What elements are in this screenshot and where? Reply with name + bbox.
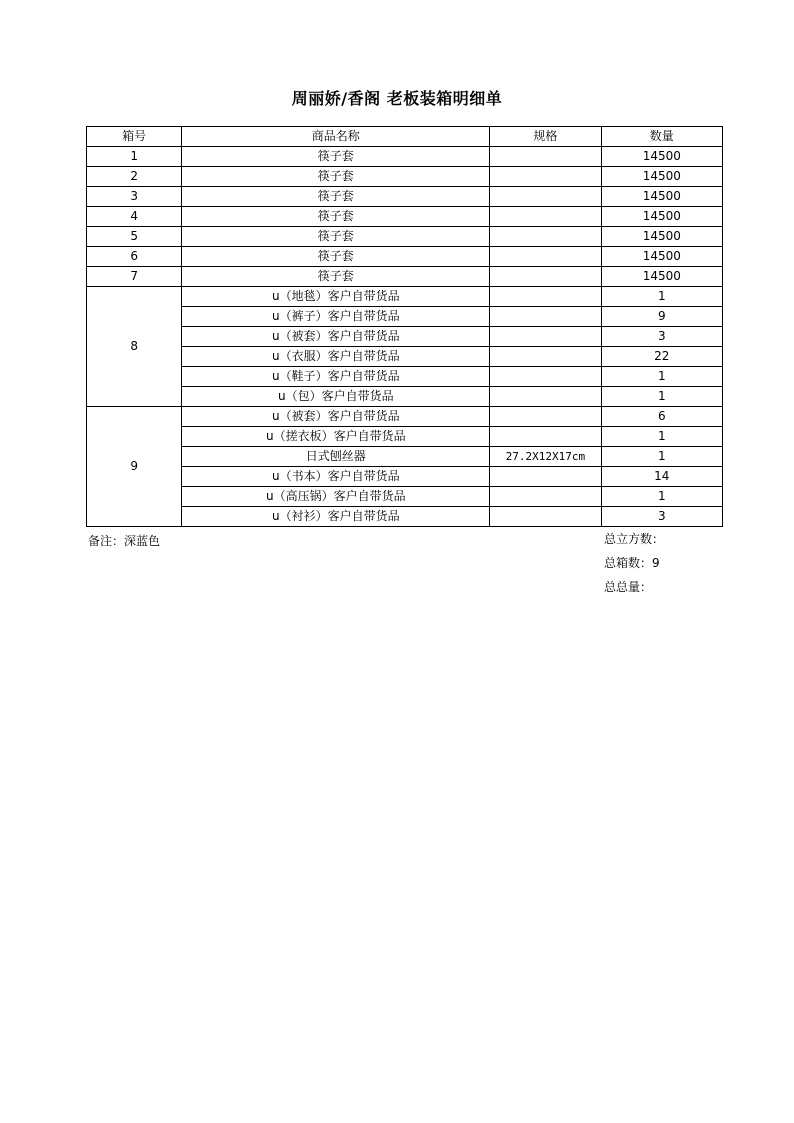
- spec-cell: [490, 167, 601, 187]
- table-row: [87, 247, 723, 267]
- box-number-cell: 4: [87, 207, 182, 227]
- box-number-cell: 5: [87, 227, 182, 247]
- table-row: [87, 227, 723, 247]
- spec-cell: [490, 147, 601, 167]
- quantity-cell: 14500: [601, 167, 722, 187]
- quantity-cell: 1: [601, 447, 722, 467]
- quantity-cell: 1: [601, 427, 722, 447]
- table-row: [87, 327, 723, 347]
- box-number-cell: 3: [87, 187, 182, 207]
- document-title: 周丽娇/香阁 老板装箱明细单: [291, 89, 503, 108]
- product-name-cell: 筷子套: [182, 207, 490, 227]
- spec-cell: [490, 267, 601, 287]
- spec-cell: [490, 467, 601, 487]
- table-row: [87, 447, 723, 467]
- header-quantity: 数量: [601, 127, 722, 147]
- quantity-cell: 14500: [601, 227, 722, 247]
- remark-note: 备注：深蓝色: [88, 534, 161, 548]
- table-row: [87, 267, 723, 287]
- table-row: [87, 287, 723, 307]
- product-name-cell: 筷子套: [182, 147, 490, 167]
- header-spec: 规格: [490, 127, 601, 147]
- quantity-cell: 14500: [601, 147, 722, 167]
- quantity-cell: 14500: [601, 207, 722, 227]
- quantity-cell: 22: [601, 347, 722, 367]
- quantity-cell: 1: [601, 287, 722, 307]
- table-row: [87, 367, 723, 387]
- product-name-cell: u（高压锅）客户自带货品: [182, 487, 490, 507]
- quantity-cell: 6: [601, 407, 722, 427]
- spec-cell: [490, 307, 601, 327]
- packing-list-table: [86, 126, 723, 527]
- quantity-cell: 14: [601, 467, 722, 487]
- spec-cell: [490, 247, 601, 267]
- table-row: [87, 467, 723, 487]
- quantity-cell: 9: [601, 307, 722, 327]
- spec-cell: [490, 187, 601, 207]
- product-name-cell: u（裤子）客户自带货品: [182, 307, 490, 327]
- product-name-cell: u（衣服）客户自带货品: [182, 347, 490, 367]
- table-row: [87, 147, 723, 167]
- product-name-cell: u（被套）客户自带货品: [182, 327, 490, 347]
- table-row: [87, 167, 723, 187]
- quantity-cell: 1: [601, 487, 722, 507]
- total-boxes-label: 总箱数：9: [604, 556, 660, 570]
- table-row: [87, 487, 723, 507]
- table-row: [87, 387, 723, 407]
- spec-cell: [490, 207, 601, 227]
- product-name-cell: u（被套）客户自带货品: [182, 407, 490, 427]
- product-name-cell: u（衬衫）客户自带货品: [182, 507, 490, 527]
- quantity-cell: 1: [601, 367, 722, 387]
- header-product-name: 商品名称: [182, 127, 490, 147]
- product-name-cell: 筷子套: [182, 267, 490, 287]
- spec-cell: [490, 347, 601, 367]
- spec-cell: 27.2X12X17cm: [490, 447, 601, 467]
- product-name-cell: u（搓衣板）客户自带货品: [182, 427, 490, 447]
- product-name-cell: 筷子套: [182, 227, 490, 247]
- product-name-cell: 筷子套: [182, 187, 490, 207]
- quantity-cell: 14500: [601, 247, 722, 267]
- spec-cell: [490, 507, 601, 527]
- spec-cell: [490, 227, 601, 247]
- spec-cell: [490, 387, 601, 407]
- product-name-cell: u（包）客户自带货品: [182, 387, 490, 407]
- box-number-cell: 6: [87, 247, 182, 267]
- table-row: [87, 507, 723, 527]
- product-name-cell: 日式刨丝器: [182, 447, 490, 467]
- quantity-cell: 14500: [601, 267, 722, 287]
- table-row: [87, 407, 723, 427]
- table-row: [87, 207, 723, 227]
- spec-cell: [490, 407, 601, 427]
- quantity-cell: 3: [601, 327, 722, 347]
- table-row: [87, 187, 723, 207]
- table-row: [87, 347, 723, 367]
- total-volume-label: 总立方数：: [604, 532, 665, 546]
- box-number-cell: 7: [87, 267, 182, 287]
- quantity-cell: 14500: [601, 187, 722, 207]
- product-name-cell: u（书本）客户自带货品: [182, 467, 490, 487]
- table-header-row: [87, 127, 723, 147]
- header-box-number: 箱号: [87, 127, 182, 147]
- box-number-cell: 9: [87, 407, 182, 527]
- total-weight-label: 总总量：: [604, 580, 653, 594]
- box-number-cell: 2: [87, 167, 182, 187]
- product-name-cell: u（鞋子）客户自带货品: [182, 367, 490, 387]
- box-number-cell: 1: [87, 147, 182, 167]
- spec-cell: [490, 287, 601, 307]
- quantity-cell: 3: [601, 507, 722, 527]
- product-name-cell: 筷子套: [182, 247, 490, 267]
- product-name-cell: 筷子套: [182, 167, 490, 187]
- spec-cell: [490, 327, 601, 347]
- table-row: [87, 427, 723, 447]
- spec-cell: [490, 427, 601, 447]
- spec-cell: [490, 487, 601, 507]
- box-number-cell: 8: [87, 287, 182, 407]
- spec-cell: [490, 367, 601, 387]
- table-row: [87, 307, 723, 327]
- quantity-cell: 1: [601, 387, 722, 407]
- product-name-cell: u（地毯）客户自带货品: [182, 287, 490, 307]
